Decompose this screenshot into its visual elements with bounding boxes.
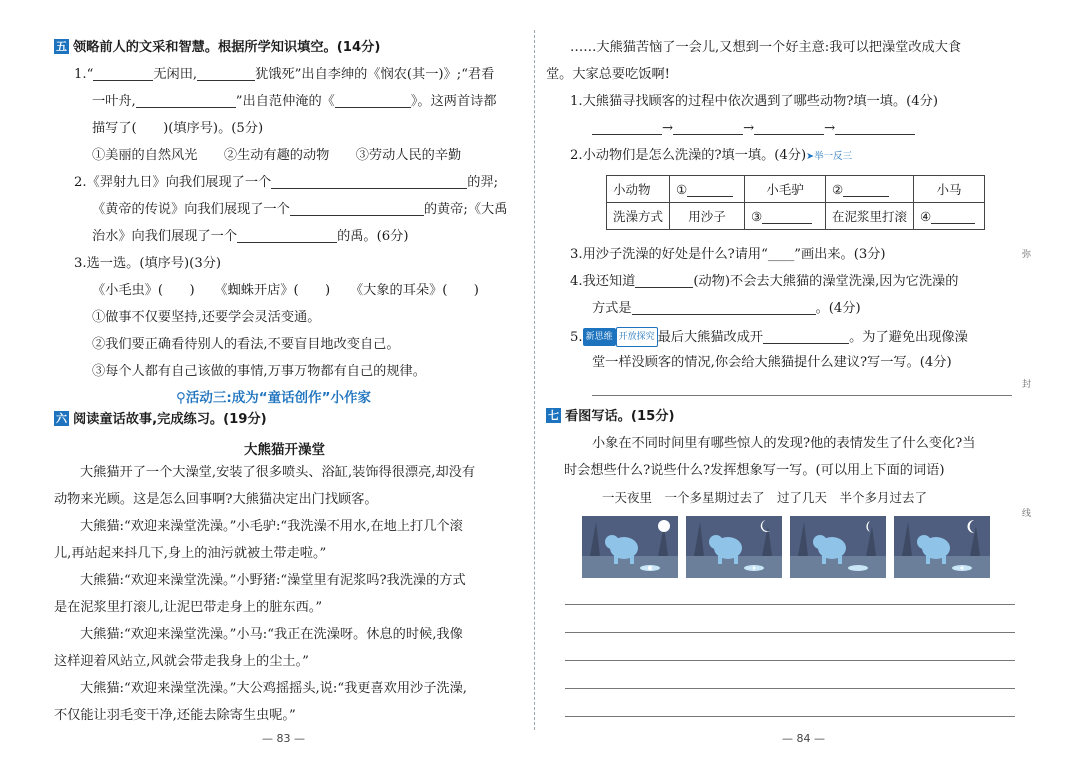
r-q5-line1: 5. 新思维 开放探究 最后大熊猫改成开 。为了避免出现像澡 [570,327,968,347]
story-line: 儿,再站起来抖几下,身上的油污就被土带走啦。” [54,546,327,561]
section-6-heading [54,411,267,429]
section-7-badge: 七 [548,409,559,422]
story-line: 是在泥浆里打滚儿,让泥巴带走身上的脏东西。” [54,600,323,615]
q1-blank-4[interactable] [335,93,411,108]
q1-blank-2[interactable] [197,66,255,81]
page-number-left: — 83 — [262,732,305,745]
arrow-icon: → [824,121,836,136]
right-page [540,0,1080,763]
story-line: 大熊猫:“欢迎来澡堂洗澡。”小毛驴:“我洗澡不用水,在地上打几个滚 [80,519,463,534]
q4-method-blank[interactable] [632,300,816,315]
writing-line[interactable] [565,632,1015,633]
arrow-icon: → [743,121,755,136]
binding-margin-char: 线 [1022,509,1032,519]
r-q3: 3.用沙子洗澡的好处是什么?请用“____”画出来。(3分) [570,247,886,262]
table-cell: 用沙子 [670,203,745,230]
section-5-badge: 五 [56,40,67,53]
open-inquiry-tag: 开放探究 [616,327,658,347]
q1-blank-3[interactable] [136,93,236,108]
table-cell: 小毛驴 [745,176,826,203]
r-q5-line2: 堂一样没顾客的情况,你会给大熊猫提什么建议?写一写。(4分) [592,355,952,370]
q2-blank-3[interactable] [237,228,337,243]
writing-line[interactable] [565,604,1015,605]
story-line: 大熊猫开了一个大澡堂,安装了很多喷头、浴缸,装饰得很漂亮,却没有 [80,465,476,480]
story-line: 大熊猫:“欢迎来澡堂洗澡。”小马:“我正在洗澡呀。休息的时候,我像 [80,627,463,642]
elephant-picture-2 [686,516,782,578]
q3-option-2: ②我们要正确看待别人的看法,不要盲目地改变自己。 [92,337,400,352]
story-line: 动物来光顾。这是怎么回事啊?大熊猫决定出门找顾客。 [54,492,378,507]
story-title: 大熊猫开澡堂 [244,442,325,458]
left-page [0,0,532,763]
section-7-heading [546,408,675,426]
q2-line3: 治水》向我们展现了一个 的禹。(6分) [92,229,409,244]
table-cell: 在泥浆里打滚 [826,203,914,230]
table-cell: 小动物 [607,176,670,203]
writing-line[interactable] [565,660,1015,661]
word-list: 一天夜里 一个多星期过去了 过了几天 半个多月过去了 [602,490,928,505]
q2-line2: 《黄帝的传说》向我们展现了一个 的黄帝;《大禹 [92,202,508,217]
section-7-title: 看图写话。(15分) [565,409,675,424]
activity-heading: ⚲活动三:成为“童话创作”小作家 [176,390,372,406]
bath-method-table [606,175,985,230]
q2-blank-2[interactable] [290,201,424,216]
table-cell-blank[interactable]: ③ [745,203,826,230]
story-line: 大熊猫:“欢迎来澡堂洗澡。”大公鸡摇摇头,说:“我更喜欢用沙子洗澡, [80,681,467,696]
q3-line2: 《小毛虫》( ) 《蜘蛛开店》( ) 《大象的耳朵》( ) [92,283,479,298]
table-cell-blank[interactable]: ④ [914,203,985,230]
animal-blank-2[interactable] [673,120,743,135]
q1-line1: 1.“ 无闲田, 犹饿死”出自李绅的《悯农(其一)》;“君看 [74,67,495,82]
table-row [607,203,985,230]
new-thinking-tag: 新思维 [583,328,616,346]
q2-blank-1[interactable] [271,174,467,189]
section-5-heading [54,39,380,57]
q2-line1: 2.《羿射九日》向我们展现了一个 的羿; [74,175,499,190]
q1-line2: 一叶舟, ”出自范仲淹的《 》。这两首诗都 [92,94,497,109]
table-cell: 小马 [914,176,985,203]
arrow-icon: → [662,121,674,136]
r-q4-line1: 4.我还知道 (动物)不会去大熊猫的澡堂洗澡,因为它洗澡的 [570,274,959,289]
story-line: 这样迎着风站立,风就会带走我身上的尘土。” [54,654,309,669]
q1-line3: 描写了( )(填序号)。(5分) [92,121,264,136]
table-cell-blank[interactable]: ② [826,176,914,203]
page-divider [534,30,535,730]
elephant-picture-1 [582,516,678,578]
writing-line[interactable] [565,716,1015,717]
section-6-badge: 六 [56,412,67,425]
r-q1-answer-row [592,120,915,138]
q3-option-3: ③每个人都有自己该做的事情,万事万物都有自己的规律。 [92,364,426,379]
r-q2: 2.小动物们是怎么洗澡的?填一填。(4分)➤举一反三 [570,148,853,163]
q4-animal-blank[interactable] [635,273,693,288]
animal-blank-3[interactable] [754,120,824,135]
animal-blank-4[interactable] [835,120,915,135]
q1-options: ①美丽的自然风光 ②生动有趣的动物 ③劳动人民的辛勤 [92,148,462,163]
q5-blank[interactable] [763,329,849,344]
prompt-line-2: 时会想些什么?说些什么?发挥想象写一写。(可以用上下面的词语) [564,463,945,478]
section-5-title: 领略前人的文采和智慧。根据所学知识填空。(14分) [73,40,381,55]
elephant-picture-4 [894,516,990,578]
binding-margin-char: 封 [1022,380,1032,390]
search-icon: ⚲ [176,390,186,406]
table-row [607,176,985,203]
q3-line1: 3.选一选。(填序号)(3分) [74,256,222,271]
page-number-right: — 84 — [782,732,825,745]
story-line: 不仅能让羽毛变干净,还能去除寄生虫呢。” [54,708,296,723]
story-continued-1: ……大熊猫苦恼了一会儿,又想到一个好主意:我可以把澡堂改成大食 [570,40,962,55]
table-cell-blank[interactable]: ① [670,176,745,203]
q1-blank-1[interactable] [93,66,153,81]
story-continued-2: 堂。大家总要吃饭啊! [546,67,670,82]
animal-blank-1[interactable] [592,120,662,135]
r-q4-line2: 方式是 。(4分) [592,301,861,316]
prompt-line-1: 小象在不同时间里有哪些惊人的发现?他的表情发生了什么变化?当 [592,436,976,451]
q5-answer-line[interactable] [592,395,1012,396]
hint-tag: ➤举一反三 [806,151,853,162]
table-cell: 洗澡方式 [607,203,670,230]
r-q1: 1.大熊猫寻找顾客的过程中依次遇到了哪些动物?填一填。(4分) [570,94,939,109]
q3-option-1: ①做事不仅要坚持,还要学会灵活变通。 [92,310,321,325]
elephant-picture-3 [790,516,886,578]
binding-margin-char: 弥 [1022,250,1032,260]
section-6-title: 阅读童话故事,完成练习。(19分) [73,412,267,427]
writing-line[interactable] [565,688,1015,689]
story-line: 大熊猫:“欢迎来澡堂洗澡。”小野猪:“澡堂里有泥浆吗?我洗澡的方式 [80,573,466,588]
